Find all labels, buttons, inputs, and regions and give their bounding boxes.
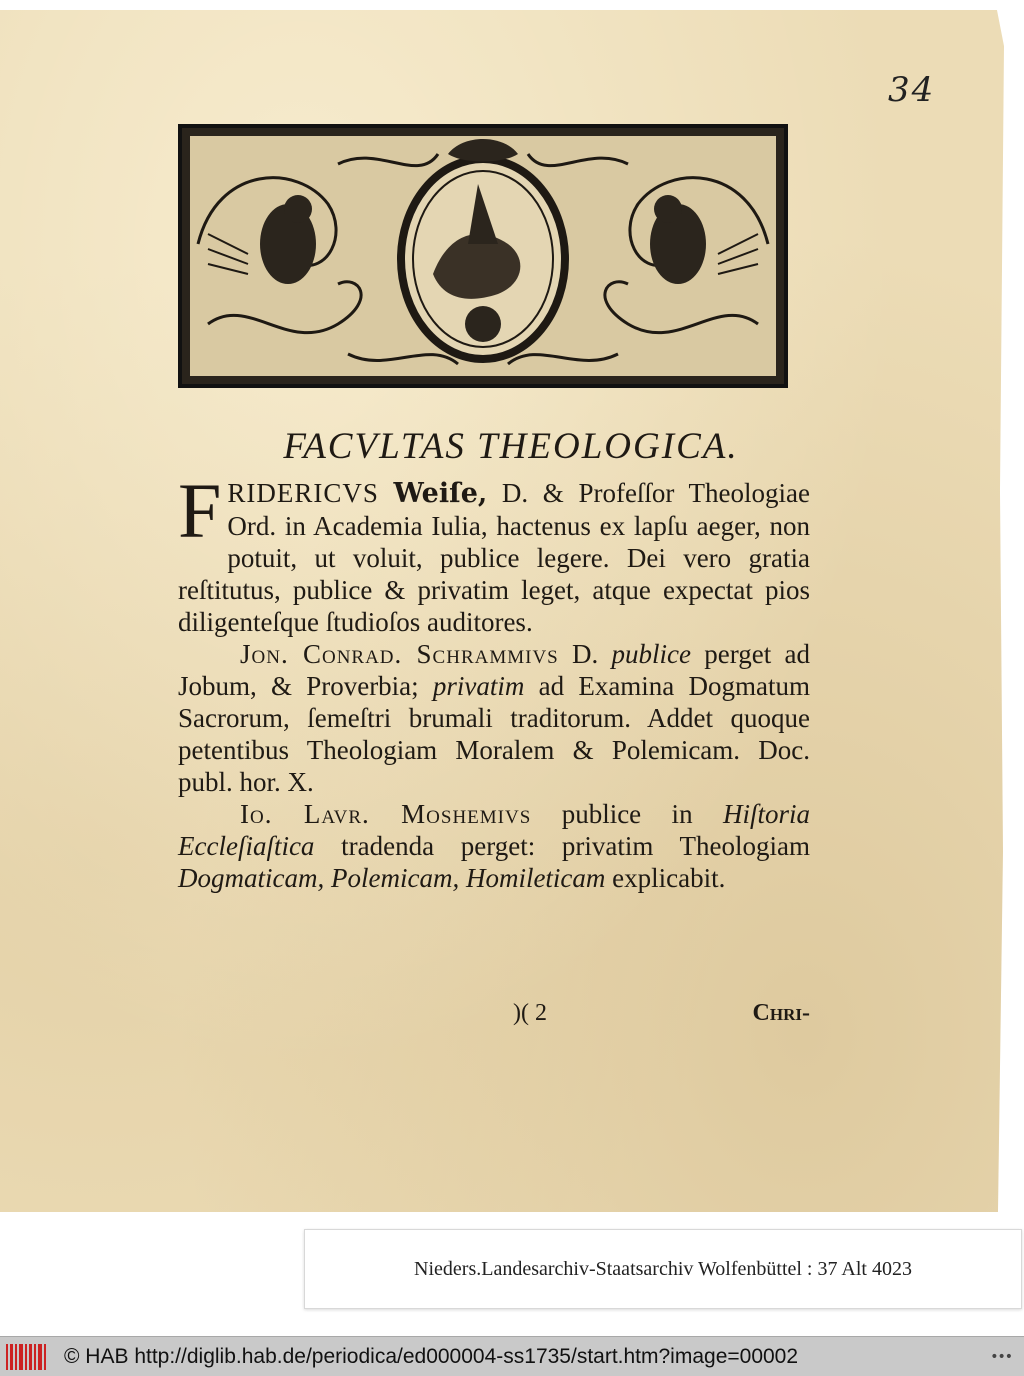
catchword: Chri- [752, 1000, 810, 1026]
text-run: publice in [531, 799, 723, 829]
archive-label [304, 1229, 1022, 1309]
italic-run: Hiſtoria Eccleſiaſtica [178, 799, 810, 861]
copyright-url[interactable]: © HAB http://diglib.hab.de/periodica/ed000004-ss1735/start.htm?image=00002 [64, 1345, 799, 1368]
signature-mark: )( 2 [513, 1000, 547, 1026]
paragraph-weise [178, 467, 811, 638]
barcode-icon[interactable] [6, 1344, 48, 1370]
paragraph-text: D. & Profeſſor Theologiae Ord. in Academia Iulia, hactenus ex lapſu aeger, non potuit, ut voluit, publice legere. Dei vero gratia reſtitutus, publice & privatim leget, atque expectat pios diligenteſque ſtudioſos auditores. [178, 478, 811, 637]
signature-line [178, 1000, 810, 1034]
professor-name: Io. Lavr. Moshemivs [240, 799, 532, 829]
section-heading: FACVLTAS THEOLOGICA. [283, 426, 739, 467]
text-run: ad Examina Dogmatum Sacrorum, ſemeſtri brumali traditorum. Addet quoque petentibus Theologiam Moralem & Polemicam. Doc. publ. hor. X. [178, 671, 811, 797]
name-fraktur: Weiſe, [393, 478, 488, 509]
folio-number: 34 [888, 70, 936, 110]
drop-cap: F [178, 467, 222, 554]
paragraph-schrammius [178, 638, 810, 798]
archive-label-text: Nieders.Landesarchiv-Staatsarchiv Wolfenbüttel : 37 Alt 4023 [414, 1258, 912, 1280]
more-icon[interactable]: ••• [990, 1349, 1012, 1365]
text-run: perget ad Jobum, & Proverbia; [178, 639, 810, 701]
professor-name: Jon. Conrad. Schrammivs [240, 639, 559, 669]
woodcut-ornament [178, 124, 788, 388]
italic-run: privatim [432, 671, 525, 701]
text-run: D. [558, 639, 612, 669]
italic-run: Dogmaticam, Polemicam, Homileticam [178, 863, 606, 893]
text-run: tradenda perget: privatim Theologiam [314, 831, 810, 861]
text-run: explicabit. [605, 863, 726, 893]
name-lead: RIDERICVS [227, 478, 379, 508]
italic-run: publice [611, 639, 692, 669]
body-text [178, 425, 810, 894]
footer-bar [0, 1336, 1024, 1376]
paragraph-moshemius [178, 798, 810, 894]
